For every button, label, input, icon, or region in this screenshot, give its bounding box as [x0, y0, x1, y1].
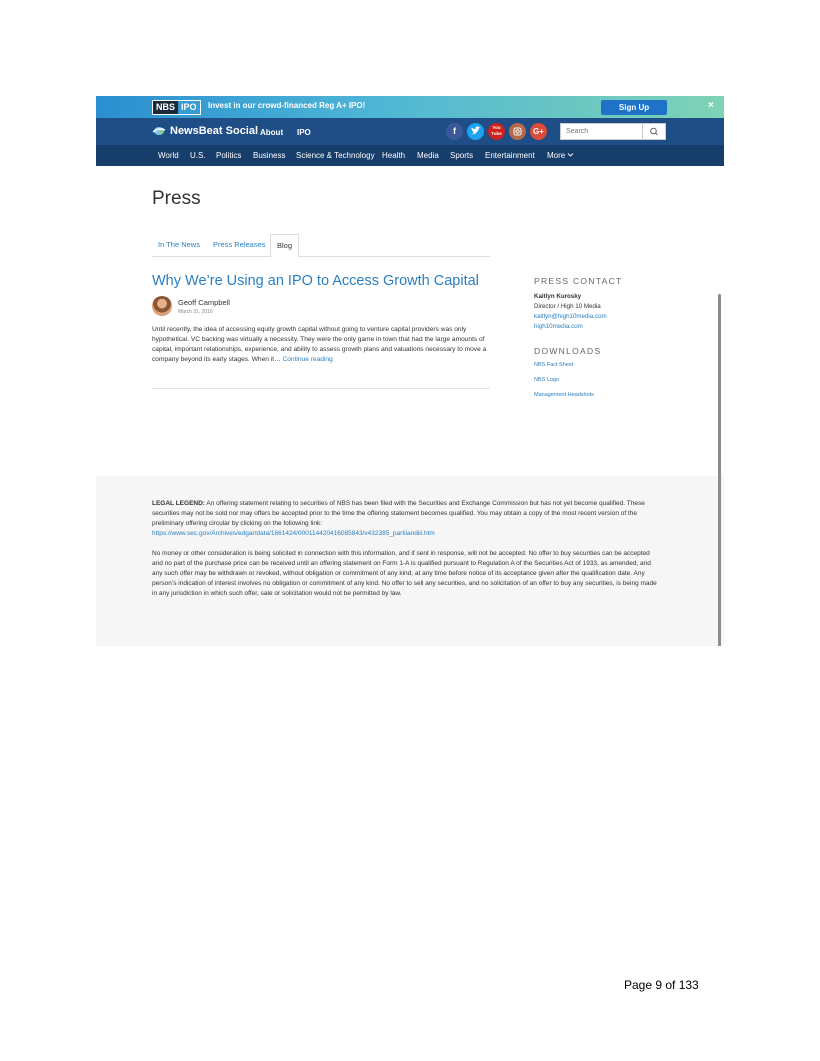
nav-link-about[interactable]: About	[260, 128, 284, 137]
contact-name: Kaitlyn Kurosky	[534, 293, 582, 300]
website-screenshot	[96, 96, 724, 646]
twitter-bird-glyph	[467, 123, 484, 140]
nbs-ipo-logo[interactable]	[152, 100, 201, 115]
category-world[interactable]: World	[158, 151, 179, 160]
sign-up-button[interactable]: Sign Up	[601, 100, 667, 115]
more-label: More	[547, 151, 566, 160]
category-media[interactable]: Media	[417, 151, 439, 160]
post-date: March 31, 2016	[178, 309, 213, 315]
search-icon	[643, 124, 665, 139]
post-excerpt	[152, 325, 488, 365]
facebook-icon[interactable]: f	[446, 123, 463, 140]
contact-email-link[interactable]: kaitlyn@high10media.com	[534, 313, 607, 320]
tab-press-releases[interactable]: Press Releases	[213, 240, 266, 249]
search-box	[560, 123, 666, 140]
instagram-icon[interactable]	[509, 123, 526, 140]
logo-ipo: IPO	[181, 102, 197, 112]
legal-legend	[96, 476, 724, 646]
author-name[interactable]: Geoff Campbell	[178, 298, 230, 307]
nav-link-ipo[interactable]: IPO	[297, 128, 311, 137]
category-health[interactable]: Health	[382, 151, 406, 160]
divider	[152, 388, 490, 389]
category-politics[interactable]: Politics	[216, 151, 242, 160]
close-icon[interactable]: ×	[708, 100, 714, 111]
google-plus-icon[interactable]: G+	[530, 123, 547, 140]
search-input[interactable]	[561, 124, 650, 139]
category-sports[interactable]: Sports	[450, 151, 474, 160]
download-headshots[interactable]: Management Headshots	[534, 392, 594, 398]
main-nav	[96, 118, 724, 145]
contact-site-link[interactable]: high10media.com	[534, 323, 583, 330]
legal-text-1: An offering statement relating to securities of NBS has been filed with the Securities and Exchange Commission but has not yet become qualified. These securities may not be sold nor may offers be accepted prior to the time the offering statement becomes qualified. You may obtain a copy of the most recent version of the preliminary offering circular by clicking on the following link:	[152, 500, 645, 527]
legal-label: LEGAL LEGEND:	[152, 500, 205, 507]
category-entertainment[interactable]: Entertainment	[485, 151, 535, 160]
excerpt-text: Until recently, the idea of accessing equity growth capital without going to venture capital providers was only hypothetical. VC backing was virtually a necessity. They were the only game in town that had the large amounts of capital, important relationships, experience, and ability to assess growth plans and valuations necessary to move a company beyond its early stages. When it…	[152, 326, 487, 363]
category-us[interactable]: U.S.	[190, 151, 206, 160]
press-contact-heading: PRESS CONTACT	[534, 276, 623, 286]
logo-nbs: NBS	[153, 101, 178, 114]
scrollbar[interactable]	[718, 294, 721, 646]
category-business[interactable]: Business	[253, 151, 286, 160]
post-title[interactable]: Why We’re Using an IPO to Access Growth Capital	[152, 273, 479, 289]
youtube-icon[interactable]: You Tube	[488, 123, 505, 140]
promo-bar	[96, 96, 724, 118]
page-number: Page 9 of 133	[624, 978, 699, 992]
tab-in-the-news[interactable]: In The News	[158, 240, 200, 249]
downloads-heading: DOWNLOADS	[534, 346, 602, 356]
download-fact-sheet[interactable]: NBS Fact Sheet	[534, 362, 574, 368]
chevron-down-icon	[567, 152, 574, 158]
press-tabs	[152, 234, 490, 257]
continue-reading-link[interactable]: Continue reading	[282, 356, 333, 363]
globe-logo-icon	[152, 126, 166, 136]
tab-blog[interactable]: Blog	[270, 234, 299, 258]
promo-text[interactable]: Invest in our crowd-financed Reg A+ IPO!	[208, 101, 366, 110]
search-button[interactable]	[642, 124, 665, 139]
brand-name[interactable]: NewsBeat Social	[170, 125, 259, 137]
camera-glyph	[509, 123, 526, 140]
category-science-technology[interactable]: Science & Technology	[296, 151, 375, 160]
category-nav	[96, 145, 724, 166]
legal-paragraph-2: No money or other consideration is being solicited in connection with this information, and if sent in response, will not be accepted. No offer to buy securities can be accepted and no part of the purchase price can be received until an offering statement on Form 1-A is qualified pursuant to Regulation A of the Securities Act of 1933, as amended, and any such offer may be withdrawn or revoked, without obligation or commitment of any kind, at any time before notice of its acceptance given after the qualification date. Any person’s indication of interest involves no obligation or commitment of any kind. No offer to sell any securities, and no solicitation of an offer to buy any securities, is being made in any jurisdiction in which such offer, sale or solicitation would not be permitted by law.	[152, 550, 657, 597]
legal-paragraph-1	[152, 499, 660, 539]
more-menu[interactable]	[547, 151, 574, 160]
page-title: Press	[152, 188, 201, 209]
author-avatar	[152, 296, 172, 316]
download-logo[interactable]: NBS Logo	[534, 377, 560, 383]
twitter-icon[interactable]	[467, 123, 484, 140]
contact-role: Director / High 10 Media	[534, 303, 601, 310]
sec-filing-link[interactable]: https://www.sec.gov/Archives/edgar/data/1661424/000114420416085843/v432385_partiiandiii.htm	[152, 530, 435, 537]
